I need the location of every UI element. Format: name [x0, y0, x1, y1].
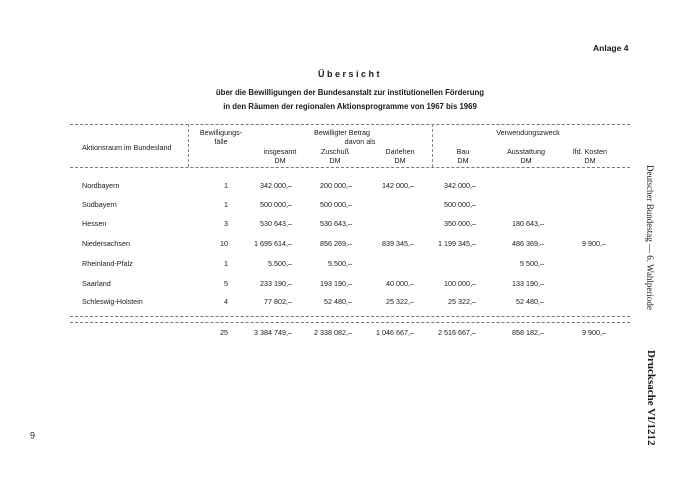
cell-lfd: 9 900,– — [582, 239, 606, 248]
cell-darlehen: 839 345,– — [382, 239, 414, 248]
cell-insgesamt: 342 000,– — [260, 181, 292, 190]
total-zuschuss: 2 338 082,– — [314, 328, 352, 337]
cell-insgesamt: 530 643,– — [260, 219, 292, 228]
header-betrag: Bewilligter Betrag — [314, 128, 370, 137]
total-separator-rule — [70, 316, 630, 317]
cell-faelle: 1 — [224, 259, 228, 268]
header-verwendung: Verwendungszweck — [496, 128, 560, 137]
header-insgesamt: insgesamt DM — [263, 147, 297, 165]
cell-bau: 1 199 345,– — [438, 239, 476, 248]
cell-region: Nordbayern — [82, 181, 120, 190]
cell-zuschuss: 200 000,– — [320, 181, 352, 190]
cell-ausstattung: 180 643,– — [512, 219, 544, 228]
cell-zuschuss: 530 643,– — [320, 219, 352, 228]
cell-faelle: 10 — [220, 239, 228, 248]
header-lfd: lfd. Kosten DM — [573, 147, 607, 165]
cell-bau: 500 000,– — [444, 200, 476, 209]
cell-region: Schleswig-Holstein — [82, 297, 143, 306]
cell-region: Hessen — [82, 219, 107, 228]
cell-ausstattung: 52 480,– — [516, 297, 544, 306]
cell-region: Rheinland-Pfalz — [82, 259, 133, 268]
header-bau: Bau DM — [456, 147, 470, 165]
margin-document-number: Drucksache VI/1212 — [645, 350, 657, 446]
header-darlehen: Darlehen DM — [385, 147, 415, 165]
subtitle-line-1: über die Bewilligungen der Bundesanstalt zur institutionellen Förderung — [215, 88, 485, 97]
cell-insgesamt: 77 802,– — [264, 297, 292, 306]
margin-publisher: Deutscher Bundestag — 6. Wahlperiode — [645, 165, 655, 310]
document-title: Übersicht — [317, 69, 382, 79]
cell-insgesamt: 5.500,– — [268, 259, 292, 268]
cell-region: Saarland — [82, 279, 111, 288]
cell-darlehen: 40 000,– — [386, 279, 414, 288]
total-bau: 2 516 667,– — [438, 328, 476, 337]
cell-zuschuss: 52 480,– — [324, 297, 352, 306]
cell-faelle: 5 — [224, 279, 228, 288]
cell-ausstattung: 133 190,– — [512, 279, 544, 288]
cell-insgesamt: 500 000,– — [260, 200, 292, 209]
cell-darlehen: 25 322,– — [386, 297, 414, 306]
cell-bau: 342 000,– — [444, 181, 476, 190]
total-faelle: 25 — [220, 328, 228, 337]
column-divider — [188, 124, 189, 167]
total-ausstattung: 858 182,– — [512, 328, 544, 337]
header-faelle: Bewilligungs- fälle — [199, 128, 243, 146]
header-zuschuss: Zuschuß DM — [321, 147, 349, 165]
table-top-rule — [70, 124, 630, 125]
cell-region: Südbayern — [82, 200, 117, 209]
cell-faelle: 1 — [224, 200, 228, 209]
cell-zuschuss: 193 190,– — [320, 279, 352, 288]
total-lfd: 9 900,– — [582, 328, 606, 337]
cell-faelle: 1 — [224, 181, 228, 190]
cell-insgesamt: 1 695 614,– — [254, 239, 292, 248]
header-bottom-rule — [70, 167, 630, 168]
total-separator-rule-2 — [70, 322, 630, 323]
cell-zuschuss: 5.500,– — [328, 259, 352, 268]
cell-ausstattung: 5 500,– — [520, 259, 544, 268]
cell-faelle: 4 — [224, 297, 228, 306]
header-region: Aktionsraum im Bundesland — [82, 143, 172, 152]
cell-darlehen: 142 000,– — [382, 181, 414, 190]
header-davon: davon als — [344, 137, 376, 146]
cell-bau: 25 322,– — [448, 297, 476, 306]
total-insgesamt: 3 384 749,– — [254, 328, 292, 337]
cell-faelle: 3 — [224, 219, 228, 228]
cell-bau: 100 000,– — [444, 279, 476, 288]
cell-region: Niedersachsen — [82, 239, 130, 248]
total-darlehen: 1 046 667,– — [376, 328, 414, 337]
header-ausstattung: Ausstattung DM — [507, 147, 545, 165]
subtitle-line-2: in den Räumen der regionalen Aktionsprogramme von 1967 bis 1969 — [223, 102, 477, 111]
cell-ausstattung: 486 369,– — [512, 239, 544, 248]
cell-insgesamt: 233 190,– — [260, 279, 292, 288]
annex-label: Anlage 4 — [593, 43, 629, 53]
cell-bau: 350 000,– — [444, 219, 476, 228]
page-number: 6 — [30, 430, 36, 440]
cell-zuschuss: 856 269,– — [320, 239, 352, 248]
cell-zuschuss: 500 000,– — [320, 200, 352, 209]
